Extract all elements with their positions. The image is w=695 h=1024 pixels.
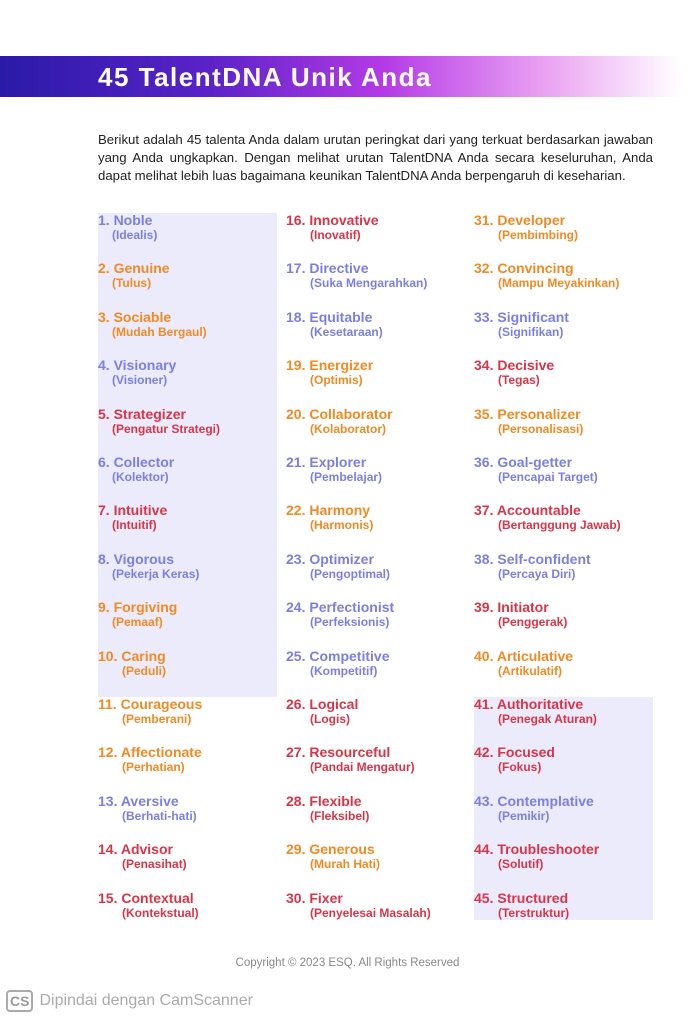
- talent-translation: (Bertanggung Jawab): [498, 518, 621, 533]
- talent-translation: (Pembelajar): [310, 470, 383, 484]
- talent-name: 33. Significant: [474, 308, 569, 325]
- talent-translation: (Inovatif): [310, 228, 361, 242]
- talent-name: 3. Sociable: [98, 308, 172, 325]
- talent-name: 18. Equitable: [286, 308, 373, 325]
- talent-item: [474, 503, 654, 532]
- talent-name: 16. Innovative: [286, 212, 379, 228]
- talent-item: [286, 213, 466, 242]
- talent-name: 12. Affectionate: [98, 744, 202, 761]
- talent-name: 45. Structured: [474, 889, 569, 906]
- copyright: Copyright © 2023 ESQ. All Rights Reserved: [235, 957, 460, 969]
- talent-item: [286, 745, 466, 774]
- talent-name: 13. Aversive: [98, 792, 179, 809]
- talent-name: 39. Initiator: [474, 599, 549, 616]
- talent-name: 31. Developer: [474, 212, 566, 228]
- talent-translation: (Pencapai Target): [498, 470, 598, 484]
- talent-translation: (Harmonis): [310, 518, 374, 533]
- talent-name: 11. Courageous: [98, 696, 203, 712]
- talent-item: [98, 358, 278, 387]
- talent-name: 42. Focused: [474, 744, 555, 761]
- talent-item: [286, 697, 466, 726]
- talent-translation: (Idealis): [112, 228, 158, 242]
- talent-name: 26. Logical: [286, 696, 359, 712]
- talent-translation: (Pekerja Keras): [112, 566, 200, 581]
- talent-item: [286, 842, 466, 871]
- talent-name: 19. Energizer: [286, 357, 374, 374]
- talent-name: 20. Collaborator: [286, 405, 393, 422]
- talent-item: [98, 600, 278, 629]
- talent-item: [286, 358, 466, 387]
- talent-name: 14. Advisor: [98, 841, 173, 858]
- talent-translation: (Visioner): [112, 373, 168, 388]
- talent-translation: (Kontekstual): [122, 905, 199, 920]
- talent-translation: (Perhatian): [122, 760, 185, 775]
- page-title: 45 TalentDNA Unik Anda: [98, 62, 432, 92]
- talent-name: 37. Accountable: [474, 502, 581, 519]
- talent-item: [98, 697, 278, 726]
- talent-name: 27. Resourceful: [286, 744, 391, 761]
- intro-paragraph: Berikut adalah 45 talenta Anda dalam urutan peringkat dari yang terkuat berdasarkan jawaban yang Anda ungkapkan. Dengan melihat urutan TalentDNA Anda secara keseluruhan, Anda dapat melihat lebih luas bagaimana keunikan TalentDNA Anda berpengaruh di keseharian.: [98, 132, 653, 184]
- talent-item: [286, 600, 466, 629]
- talent-item: [98, 261, 278, 290]
- talent-item: [286, 261, 466, 290]
- talent-translation: (Pandai Mengatur): [310, 760, 415, 775]
- talent-translation: (Pengoptimal): [310, 566, 390, 581]
- talent-translation: (Mudah Bergaul): [112, 324, 207, 339]
- talent-name: 1. Noble: [98, 212, 153, 228]
- talent-translation: (Pemikir): [498, 808, 550, 823]
- talent-item: [474, 697, 654, 726]
- talent-item: [98, 213, 278, 242]
- talent-translation: (Kolaborator): [310, 421, 386, 436]
- talent-item: [286, 794, 466, 823]
- talent-name: 43. Contemplative: [474, 792, 594, 809]
- talent-translation: (Solutif): [498, 857, 544, 872]
- talent-item: [474, 794, 654, 823]
- talent-translation: (Mampu Meyakinkan): [498, 276, 620, 291]
- talent-item: [98, 842, 278, 871]
- talent-name: 24. Perfectionist: [286, 599, 395, 616]
- talent-name: 36. Goal-getter: [474, 454, 573, 470]
- talent-name: 15. Contextual: [98, 889, 194, 906]
- camscanner-logo-icon: CS: [6, 990, 33, 1012]
- talent-name: 41. Authoritative: [474, 696, 584, 712]
- talent-item: [286, 552, 466, 581]
- talent-translation: (Penegak Aturan): [498, 712, 597, 726]
- talent-item: [286, 891, 466, 920]
- talent-item: [98, 503, 278, 532]
- talent-item: [474, 213, 654, 242]
- talent-translation: (Artikulatif): [498, 663, 562, 678]
- talent-translation: (Penggerak): [498, 615, 568, 630]
- talent-name: 21. Explorer: [286, 454, 367, 470]
- talent-name: 6. Collector: [98, 454, 175, 470]
- talent-item: [98, 455, 278, 484]
- talent-translation: (Pengatur Strategi): [112, 421, 221, 436]
- talent-item: [474, 552, 654, 581]
- talent-name: 28. Flexible: [286, 792, 362, 809]
- talent-name: 10. Caring: [98, 647, 166, 664]
- talent-name: 40. Articulative: [474, 647, 574, 664]
- talent-translation: (Fokus): [498, 760, 542, 775]
- talent-name: 5. Strategizer: [98, 405, 186, 422]
- talent-item: [98, 794, 278, 823]
- talent-translation: (Peduli): [122, 663, 166, 678]
- talent-translation: (Fleksibel): [310, 808, 370, 823]
- title-banner: [0, 56, 695, 97]
- talent-item: [474, 310, 654, 339]
- talent-translation: (Kolektor): [112, 470, 169, 484]
- talent-translation: (Optimis): [310, 373, 363, 388]
- talent-item: [98, 407, 278, 436]
- talent-translation: (Murah Hati): [310, 857, 380, 872]
- talent-name: 2. Genuine: [98, 260, 170, 277]
- talent-item: [286, 455, 466, 484]
- talent-translation: (Penyelesai Masalah): [310, 905, 431, 920]
- talent-name: 22. Harmony: [286, 502, 371, 519]
- talent-translation: (Personalisasi): [498, 421, 584, 436]
- talent-item: [474, 455, 654, 484]
- talent-item: [286, 503, 466, 532]
- talent-name: 25. Competitive: [286, 647, 390, 664]
- camscanner-text: Dipindai dengan CamScanner: [39, 992, 253, 1009]
- talent-item: [474, 842, 654, 871]
- talent-name: 34. Decisive: [474, 357, 555, 374]
- talent-item: [474, 261, 654, 290]
- talent-item: [286, 407, 466, 436]
- talent-translation: (Perfeksionis): [310, 615, 390, 630]
- talent-item: [474, 891, 654, 920]
- talent-item: [98, 891, 278, 920]
- talent-name: 4. Visionary: [98, 357, 177, 374]
- talent-item: [98, 649, 278, 678]
- talent-item: [474, 745, 654, 774]
- talent-translation: (Pembimbing): [498, 228, 578, 242]
- talent-name: 35. Personalizer: [474, 405, 581, 422]
- talent-translation: (Pemaaf): [112, 615, 163, 630]
- talent-name: 38. Self-confident: [474, 550, 591, 567]
- talent-translation: (Berhati-hati): [122, 808, 197, 823]
- talent-translation: (Kesetaraan): [310, 324, 383, 339]
- camscanner-watermark: [6, 990, 253, 1012]
- talent-name: 32. Convincing: [474, 260, 574, 277]
- talent-translation: (Tegas): [498, 373, 540, 388]
- talent-translation: (Intuitif): [112, 518, 157, 533]
- talent-translation: (Penasihat): [122, 857, 187, 872]
- talent-translation: (Logis): [310, 712, 350, 726]
- talent-translation: (Tulus): [112, 276, 152, 291]
- talent-item: [474, 358, 654, 387]
- talent-item: [98, 745, 278, 774]
- talent-translation: (Suka Mengarahkan): [310, 276, 428, 291]
- talent-item: [98, 310, 278, 339]
- talent-name: 17. Directive: [286, 260, 369, 277]
- talent-name: 8. Vigorous: [98, 550, 174, 567]
- talent-name: 7. Intuitive: [98, 502, 168, 519]
- talent-item: [474, 407, 654, 436]
- talent-name: 44. Troubleshooter: [474, 841, 600, 858]
- talent-name: 9. Forgiving: [98, 599, 178, 616]
- talent-name: 23. Optimizer: [286, 550, 374, 567]
- talent-item: [286, 649, 466, 678]
- talent-translation: (Kompetitif): [310, 663, 378, 678]
- talent-translation: (Signifikan): [498, 324, 564, 339]
- talent-name: 30. Fixer: [286, 889, 343, 906]
- talent-translation: (Terstruktur): [498, 905, 570, 920]
- talent-item: [474, 649, 654, 678]
- talent-translation: (Pemberani): [122, 712, 192, 726]
- talent-item: [98, 552, 278, 581]
- talent-translation: (Percaya Diri): [498, 566, 576, 581]
- talent-item: [286, 310, 466, 339]
- talent-name: 29. Generous: [286, 841, 375, 858]
- talent-item: [474, 600, 654, 629]
